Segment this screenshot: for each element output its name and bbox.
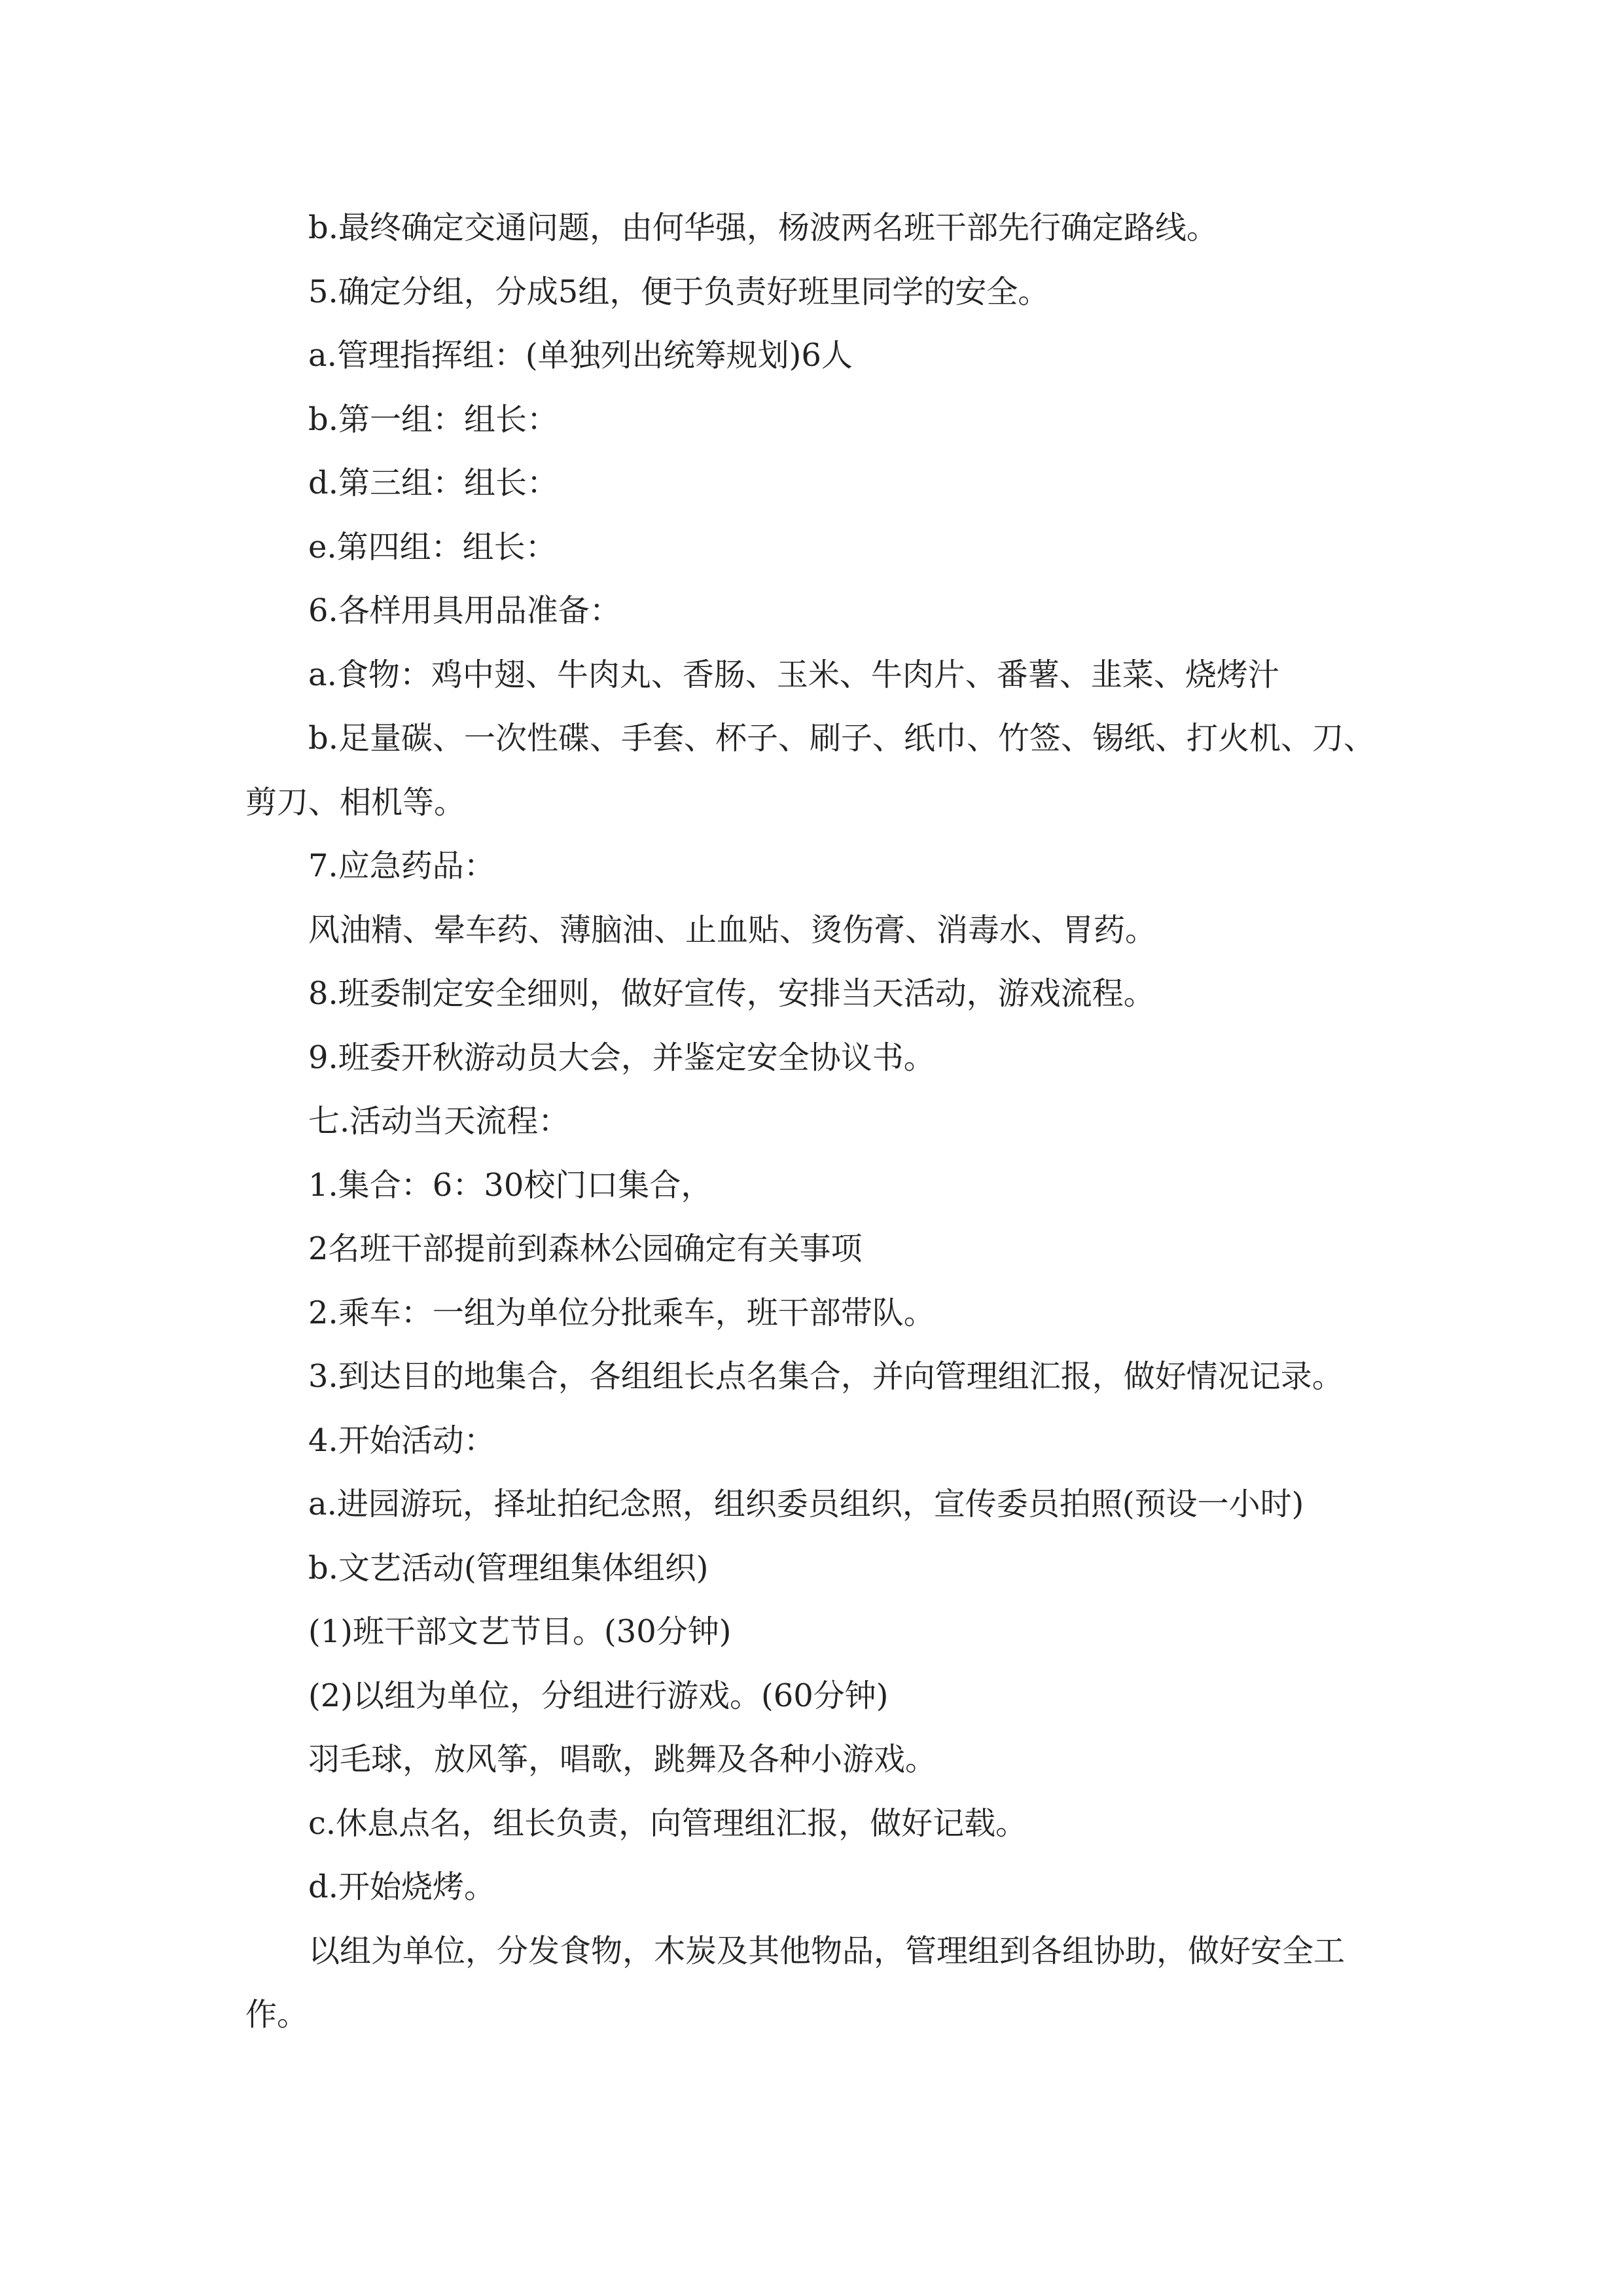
paragraph: 8.班委制定安全细则，做好宣传，安排当天活动，游戏流程。 bbox=[308, 975, 1155, 1012]
paragraph: (2)以组为单位，分组进行游戏。(60分钟) bbox=[308, 1677, 889, 1714]
paragraph: 2.乘车：一组为单位分批乘车，班干部带队。 bbox=[308, 1294, 935, 1331]
paragraph: 7.应急药品： bbox=[308, 848, 495, 884]
paragraph: c.休息点名，组长负责，向管理组汇报，做好记载。 bbox=[308, 1804, 1027, 1842]
paragraph: a.食物：鸡中翅、牛肉丸、香肠、玉米、牛肉片、番薯、韭菜、烧烤汁 bbox=[308, 656, 1279, 693]
paragraph: d.第三组：组长： bbox=[308, 465, 558, 501]
paragraph: (1)班干部文艺节目。(30分钟) bbox=[308, 1613, 732, 1650]
paragraph: b.最终确定交通问题，由何华强，杨波两名班干部先行确定路线。 bbox=[308, 209, 1218, 246]
document-body bbox=[245, 196, 1397, 2047]
paragraph: 6.各样用具用品准备： bbox=[308, 592, 621, 629]
paragraph: e.第四组：组长： bbox=[308, 528, 557, 565]
paragraph: 9.班委开秋游动员大会，并鉴定安全协议书。 bbox=[308, 1039, 935, 1076]
paragraph: 4.开始活动： bbox=[308, 1422, 495, 1459]
paragraph: 羽毛球，放风筝，唱歌，跳舞及各种小游戏。 bbox=[308, 1741, 937, 1778]
paragraph: 风油精、晕车药、薄脑油、止血贴、烫伤膏、消毒水、胃药。 bbox=[308, 911, 1157, 948]
paragraph: 1.集合：6：30校门口集合， bbox=[308, 1166, 713, 1204]
section-heading: 七.活动当天流程： bbox=[308, 1103, 570, 1139]
paragraph: 以组为单位，分发食物，木炭及其他物品，管理组到各组协助，做好安全工作。 bbox=[245, 1932, 1346, 2033]
paragraph: b.第一组：组长： bbox=[308, 401, 558, 438]
paragraph: b.文艺活动(管理组集体组织) bbox=[308, 1549, 709, 1587]
paragraph: a.进园游玩，择址拍纪念照，组织委员组织，宣传委员拍照(预设一小时) bbox=[308, 1486, 1304, 1522]
paragraph: 3.到达目的地集合，各组组长点名集合，并向管理组汇报，做好情况记录。 bbox=[308, 1358, 1344, 1395]
paragraph: 5.确定分组，分成5组，便于负责好班里同学的安全。 bbox=[308, 273, 1050, 310]
paragraph: 2名班干部提前到森林公园确定有关事项 bbox=[308, 1230, 863, 1267]
paragraph: a.管理指挥组：(单独列出统筹规划)6人 bbox=[308, 337, 853, 374]
paragraph: d.开始烧烤。 bbox=[308, 1869, 495, 1905]
paragraph: b.足量碳、一次性碟、手套、杯子、刷子、纸巾、竹签、锡纸、打火机、刀、剪刀、相机等。 bbox=[245, 720, 1375, 821]
